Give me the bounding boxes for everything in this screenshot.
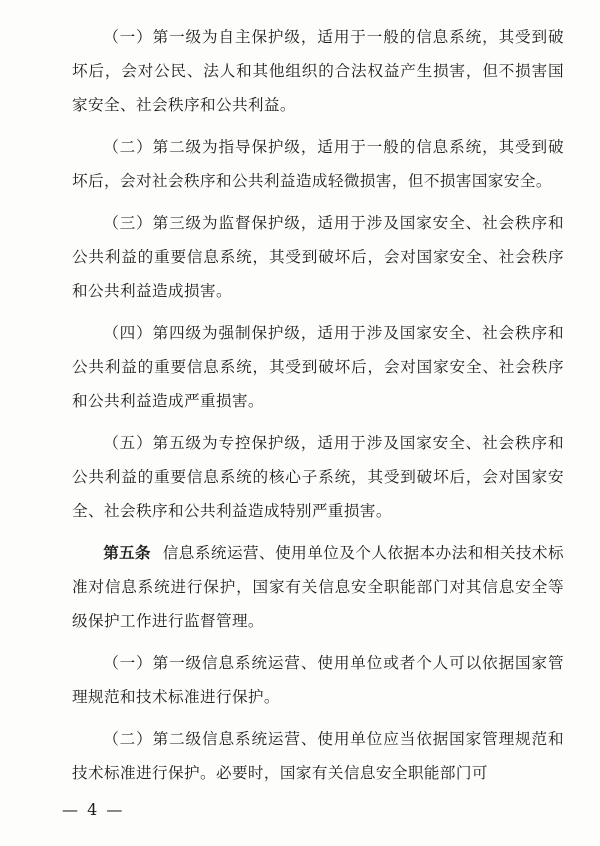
paragraph-text: （一）第一级信息系统运营、使用单位或者个人可以依据国家管理规范和技术标准进行保护。 bbox=[72, 654, 564, 706]
paragraph-text: （五）第五级为专控保护级，适用于涉及国家安全、社会秩序和公共利益的重要信息系统的核心子系统，其受到破坏后，会对国家安全、社会秩序和公共利益造成特别严重损害。 bbox=[72, 434, 564, 520]
article-5-paragraph bbox=[72, 536, 564, 638]
document-body bbox=[72, 20, 564, 798]
paragraph-text: （一）第一级为自主保护级，适用于一般的信息系统，其受到破坏后，会对公民、法人和其他组织的合法权益产生损害，但不损害国家安全、社会秩序和公共利益。 bbox=[72, 28, 564, 114]
page-number: — 4 — bbox=[62, 800, 125, 819]
paragraph-text: 信息系统运营、使用单位及个人依据本办法和相关技术标准对信息系统进行保护，国家有关信息安全职能部门对其信息安全等级保护工作进行监督管理。 bbox=[72, 544, 564, 630]
paragraph-text: （二）第二级信息系统运营、使用单位应当依据国家管理规范和技术标准进行保护。必要时，国家有关信息安全职能部门可 bbox=[72, 730, 564, 782]
paragraph-article5-item-1 bbox=[72, 646, 564, 714]
paragraph-text: （二）第二级为指导保护级，适用于一般的信息系统，其受到破坏后，会对社会秩序和公共利益造成轻微损害，但不损害国家安全。 bbox=[72, 138, 564, 190]
paragraph-level-2 bbox=[72, 130, 564, 198]
paragraph-level-4 bbox=[72, 316, 564, 418]
paragraph-level-3 bbox=[72, 206, 564, 308]
paragraph-text: （三）第三级为监督保护级，适用于涉及国家安全、社会秩序和公共利益的重要信息系统，其受到破坏后，会对国家安全、社会秩序和公共利益造成损害。 bbox=[72, 214, 564, 300]
paragraph-level-5 bbox=[72, 426, 564, 528]
paragraph-article5-item-2 bbox=[72, 722, 564, 790]
paragraph-level-1 bbox=[72, 20, 564, 122]
article-title: 第五条 bbox=[103, 544, 151, 562]
paragraph-text: （四）第四级为强制保护级，适用于涉及国家安全、社会秩序和公共利益的重要信息系统，其受到破坏后，会对国家安全、社会秩序和公共利益造成严重损害。 bbox=[72, 324, 564, 410]
